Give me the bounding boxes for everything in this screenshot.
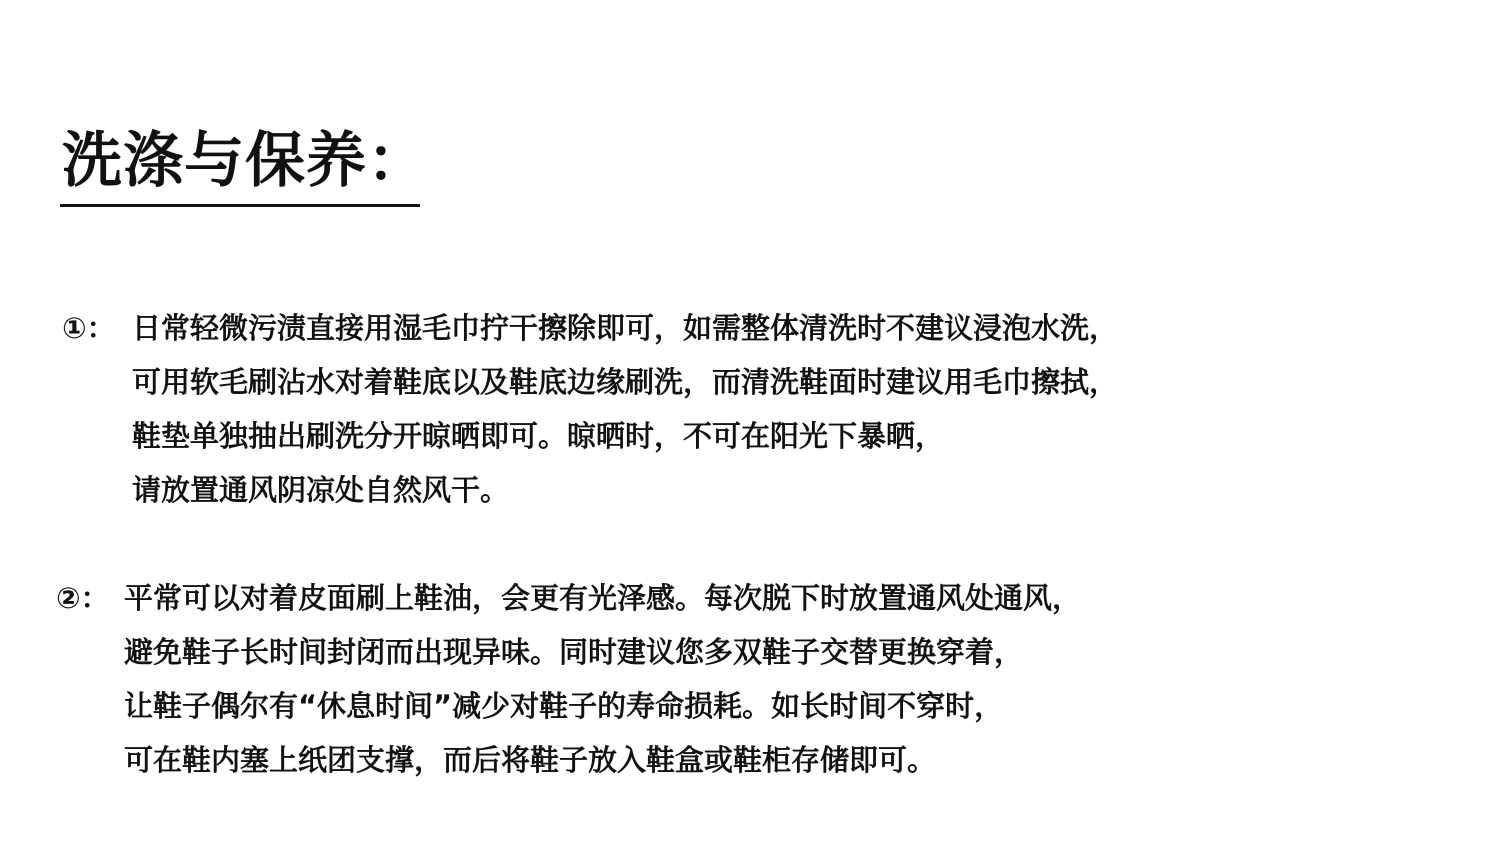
section-1-line-1: 日常轻微污渍直接用湿毛巾拧干擦除即可，如需整体清洗时不建议浸泡水洗， — [132, 311, 1119, 345]
page-title: 洗涤与保养： — [62, 126, 428, 196]
section-2-line-1: 平常可以对着皮面刷上鞋油，会更有光泽感。每次脱下时放置通风处通风， — [124, 581, 1082, 615]
section-1-marker: ①： — [62, 311, 116, 345]
section-2-marker: ②： — [56, 581, 110, 615]
section-2-line-3: 让鞋子偶尔有“休息时间”减少对鞋子的寿命损耗。如长时间不穿时， — [124, 689, 1004, 723]
section-2-line-4: 可在鞋内塞上纸团支撑，而后将鞋子放入鞋盒或鞋柜存储即可。 — [124, 743, 937, 777]
section-1-line-4: 请放置通风阴凉处自然风干。 — [132, 473, 510, 507]
section-2-line-2: 避免鞋子长时间封闭而出现异味。同时建议您多双鞋子交替更换穿着， — [124, 635, 1024, 669]
title-block — [60, 118, 428, 207]
section-1-line-3: 鞋垫单独抽出刷洗分开晾晒即可。晾晒时，不可在阳光下暴晒， — [132, 419, 945, 453]
section-1-line-2: 可用软毛刷沾水对着鞋底以及鞋底边缘刷洗，而清洗鞋面时建议用毛巾擦拭， — [132, 365, 1119, 399]
